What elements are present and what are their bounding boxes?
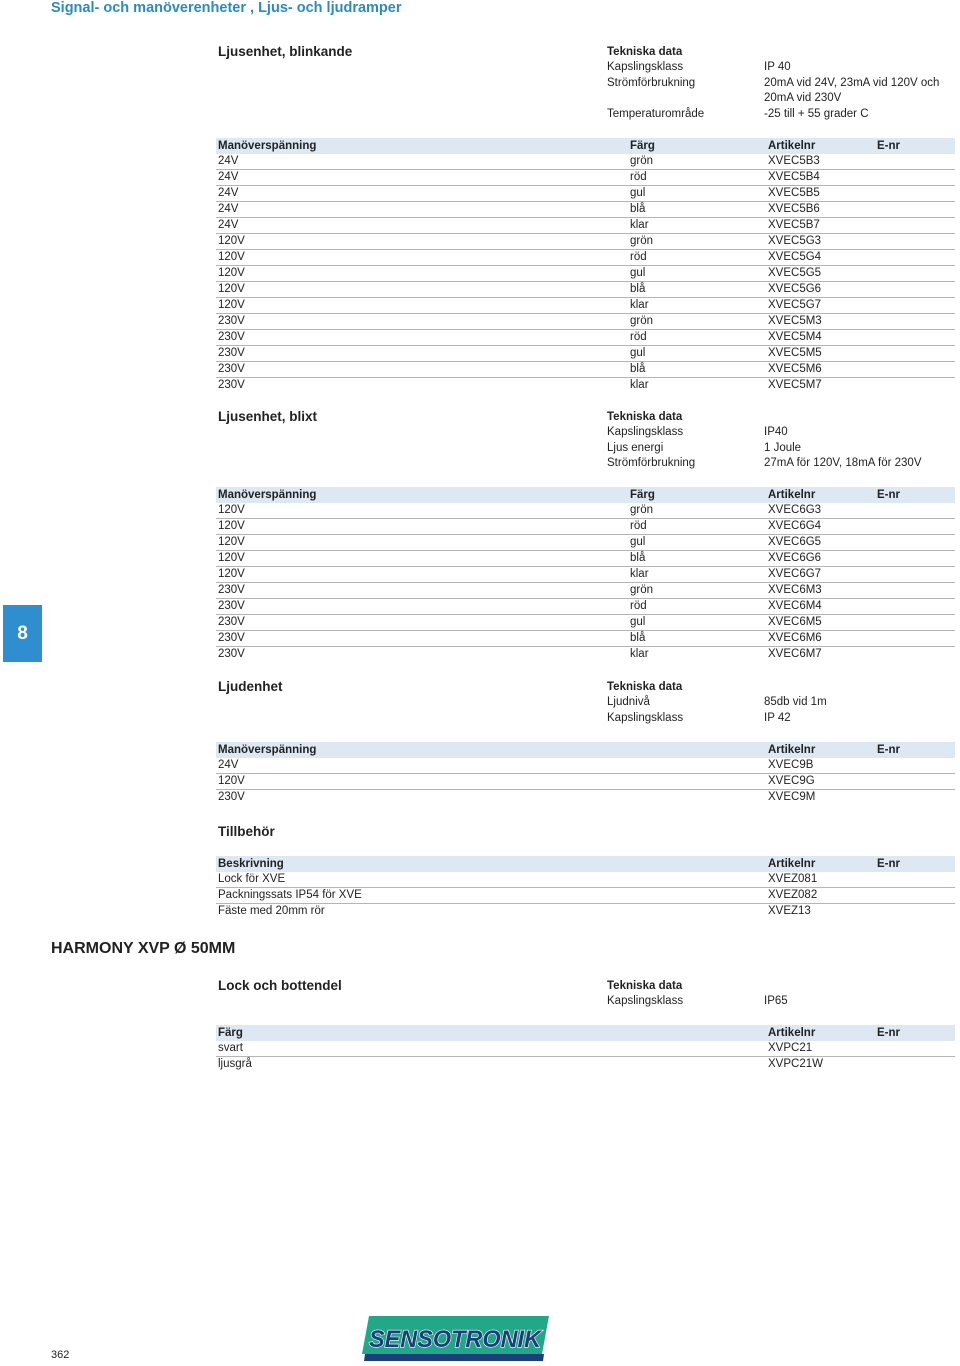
table-blinking-light [216,138,955,393]
chapter-tab: 8 [3,605,42,662]
tech-data-value: 85db vid 1m [764,696,827,708]
table-row [216,1057,955,1073]
table-row [216,282,955,298]
table-cell [875,503,955,519]
table-cell: 230V [218,379,245,392]
table-cell: 230V [216,314,628,330]
table-cell: XVEC5M4 [766,330,875,346]
tech-data-key: Kapslingsklass [607,426,684,438]
tech-data-key: Temperaturområde [607,107,705,120]
table-cell: blå [628,362,766,378]
table-row [216,599,955,615]
table-cell: röd [628,170,766,186]
table-cell: Fäste med 20mm rör [218,905,325,918]
table-cell [628,1057,766,1073]
column-header: E-nr [875,856,955,872]
table-cell [875,218,955,234]
table-row [216,362,955,378]
tech-data-row [607,994,957,1010]
sensotronik-logo [361,1314,550,1364]
column-header: Artikelnr [766,138,875,154]
table-row [216,758,955,774]
table-cell: gul [628,186,766,202]
table-cell [628,790,766,806]
column-header: E-nr [875,742,955,758]
table-cell: XVEC5M6 [766,362,875,378]
table-cell: svart [216,1041,628,1057]
table-cell [875,1057,955,1073]
table-cell: XVEC5G7 [766,298,875,314]
tech-data-heading: Tekniska data [607,980,683,992]
table-cell [875,346,955,362]
table-cell [875,186,955,202]
table-cell: XVPC21 [766,1041,875,1057]
table-cell [875,615,955,631]
table-cell: 24V [216,154,628,170]
column-header: Manöverspänning [216,487,628,503]
table-cell: XVEC5M3 [766,314,875,330]
tech-data-value: -25 till + 55 grader C [764,107,869,120]
table-cell: 230V [216,631,628,647]
tech-data-heading: Tekniska data [607,46,683,58]
table-cell: XVEC5M7 [768,379,822,392]
table-cell [628,872,766,888]
table-row [216,250,955,266]
table-cell [875,535,955,551]
table-row [216,615,955,631]
table-header-row [216,138,955,154]
table-row [216,186,955,202]
column-header [628,1025,766,1041]
column-header: Manöverspänning [216,742,628,758]
table-cell: XVEC6M6 [766,631,875,647]
table-row [216,872,955,888]
table-cell: 230V [216,583,628,599]
table-cell: grön [628,154,766,170]
table-cell [628,758,766,774]
table-cell [875,1041,955,1057]
table-accessories [216,856,955,919]
table-cell [875,888,955,904]
table-cell: XVEC6G6 [766,551,875,567]
logo-wordmark: SENSOTRONIK [369,1326,543,1353]
tech-data-value: 27mA för 120V, 18mA för 230V [764,457,922,470]
tech-data-row [607,76,957,92]
table-row [216,170,955,186]
column-header: E-nr [875,138,955,154]
table-row [216,218,955,234]
table-cell: blå [628,202,766,218]
table-cell: XVEZ081 [766,872,875,888]
table-cell [875,758,955,774]
table-cell [875,362,955,378]
tech-data-row [607,60,957,76]
table-cell: blå [628,282,766,298]
tech-data-blinking-light [607,44,957,122]
table-cell: XVEZ13 [768,905,811,918]
table-cell: gul [628,266,766,282]
table-row [216,790,955,806]
table-cell: 120V [216,774,628,790]
table-cell: XVEZ082 [766,888,875,904]
table-row [216,1041,955,1057]
table-cell [875,314,955,330]
table-cell: XVEC6G3 [766,503,875,519]
table-header-row [216,1025,955,1041]
table-row [216,378,955,394]
table-cell: XVEC9B [766,758,875,774]
table-cell [875,266,955,282]
table-cell: XVEC6M4 [766,599,875,615]
table-cell: röd [628,250,766,266]
table-cell: 24V [216,186,628,202]
table-cell: 120V [216,503,628,519]
table-cell: röd [628,599,766,615]
table-cell: XVEC9G [766,774,875,790]
section-title-blinking-light: Ljusenhet, blinkande [218,44,353,59]
table-cell [875,631,955,647]
table-row [216,888,955,904]
table-header-row [216,487,955,503]
table-cell: 120V [216,567,628,583]
tech-data-row [607,107,957,123]
column-header [628,856,766,872]
table-cover-base [216,1025,955,1072]
column-header: Beskrivning [216,856,628,872]
table-sound-unit [216,742,955,805]
table-header-row [216,742,955,758]
table-cell: blå [628,551,766,567]
column-header: Färg [216,1025,628,1041]
table-row [216,551,955,567]
table-cell: klar [628,567,766,583]
table-cell [875,250,955,266]
table-cell [875,519,955,535]
table-cell [875,583,955,599]
table-cell: 120V [216,519,628,535]
column-header: Artikelnr [766,1025,875,1041]
table-cell: klar [628,218,766,234]
table-cell [875,904,955,920]
tech-data-key: Ljudnivå [607,696,650,708]
table-cell: XVEC5B3 [766,154,875,170]
table-cell: klar [630,379,649,392]
table-cell: 230V [216,615,628,631]
tech-data-key: Strömförbrukning [607,76,696,89]
table-row [216,904,955,920]
table-row [216,583,955,599]
column-header: Artikelnr [766,487,875,503]
table-cell [875,872,955,888]
table-cell: 120V [216,234,628,250]
table-cell: XVEC6M3 [766,583,875,599]
section-title-flash-light: Ljusenhet, blixt [218,409,318,424]
table-row [216,298,955,314]
table-cell: 24V [216,202,628,218]
table-cell: gul [628,615,766,631]
table-cell [628,774,766,790]
tech-data-row [607,695,957,711]
tech-data-key: Ljus energi [607,441,664,454]
table-cell: XVEC5M5 [766,346,875,362]
tech-data-value: IP65 [764,995,788,1007]
table-row [216,503,955,519]
tech-data-sound-unit [607,679,957,726]
column-header: Artikelnr [766,856,875,872]
column-header: Manöverspänning [216,138,628,154]
table-cell: 120V [216,250,628,266]
table-cell: 120V [216,535,628,551]
table-cell: grön [628,234,766,250]
table-row [216,519,955,535]
table-row [216,647,955,663]
table-cell: XVPC21W [768,1058,823,1071]
section-title-sound-unit: Ljudenhet [218,679,283,694]
table-cell: XVEC9M [768,791,816,804]
tech-data-value: 1 Joule [764,441,802,454]
table-cell: XVEC5G5 [766,266,875,282]
table-cell [628,1041,766,1057]
table-cell: XVEC5G6 [766,282,875,298]
table-cell: 230V [216,330,628,346]
column-header: Färg [628,487,766,503]
table-flash-light [216,487,955,662]
table-row [216,631,955,647]
table-row [216,330,955,346]
section-title-accessories: Tillbehör [218,824,275,839]
tech-data-value: IP 42 [764,711,791,724]
tech-data-key [607,91,764,107]
table-cell: röd [628,330,766,346]
table-cell [875,599,955,615]
column-header [628,742,766,758]
table-row [216,314,955,330]
table-header-row [216,856,955,872]
tech-data-flash-light [607,409,957,472]
table-row [216,202,955,218]
table-cell: 24V [216,758,628,774]
table-cell: klar [630,648,649,661]
table-cell [875,790,955,806]
table-cell: XVEC5B7 [766,218,875,234]
table-cell [875,154,955,170]
table-cell: XVEC6M5 [766,615,875,631]
table-row [216,346,955,362]
table-cell: 230V [216,346,628,362]
table-cell [875,378,955,394]
table-cell: XVEC6G7 [766,567,875,583]
tech-data-value: 20mA vid 24V, 23mA vid 120V och [764,76,940,89]
table-cell [875,330,955,346]
table-cell [875,298,955,314]
column-header: E-nr [875,487,955,503]
column-header: E-nr [875,1025,955,1041]
table-cell: 230V [218,648,245,661]
table-cell: grön [628,503,766,519]
table-cell: XVEC6G4 [766,519,875,535]
table-cell [875,170,955,186]
column-header: Artikelnr [766,742,875,758]
table-cell [875,551,955,567]
table-cell: 24V [216,170,628,186]
tech-data-row [607,456,957,472]
tech-data-key: Kapslingsklass [607,61,684,73]
table-cell [875,282,955,298]
table-cell: 230V [216,362,628,378]
tech-data-heading: Tekniska data [607,681,683,693]
section-title-cover-base: Lock och bottendel [218,978,342,993]
tech-data-key: Kapslingsklass [607,995,684,1007]
table-row [216,266,955,282]
table-row [216,774,955,790]
table-cell: ljusgrå [218,1058,252,1071]
sensotronik-logo-icon [361,1314,550,1364]
tech-data-row [607,441,957,457]
table-cell: 24V [216,218,628,234]
table-cell: Lock för XVE [216,872,628,888]
table-cell: gul [628,346,766,362]
harmony-heading: HARMONY XVP Ø 50MM [51,940,236,957]
table-cell [875,202,955,218]
table-cell: klar [628,298,766,314]
table-cell: grön [628,583,766,599]
table-cell [875,234,955,250]
table-cell [628,904,766,920]
table-cell: 120V [216,551,628,567]
tech-data-value: 20mA vid 230V [764,92,842,105]
table-row [216,535,955,551]
tech-data-key: Kapslingsklass [607,711,684,724]
tech-data-key: Strömförbrukning [607,457,696,470]
table-cell: 230V [216,599,628,615]
column-header: Färg [628,138,766,154]
page-number: 362 [51,1349,70,1361]
tech-data-row [607,425,957,441]
table-row [216,567,955,583]
page-header-title: Signal- och manöverenheter , Ljus- och ljudramper [51,0,402,16]
table-row [216,154,955,170]
table-cell: XVEC5B5 [766,186,875,202]
table-cell: röd [628,519,766,535]
tech-data-row [607,91,957,107]
table-cell [875,647,955,663]
table-cell: XVEC5B4 [766,170,875,186]
table-cell: Packningssats IP54 för XVE [216,888,628,904]
table-cell: blå [628,631,766,647]
table-cell: 120V [216,266,628,282]
table-cell: XVEC5B6 [766,202,875,218]
table-cell [628,888,766,904]
tech-data-cover-base [607,978,957,1010]
tech-data-value: IP 40 [764,61,791,73]
table-cell [875,567,955,583]
table-cell: XVEC5G4 [766,250,875,266]
tech-data-value: IP40 [764,426,788,438]
table-cell [875,774,955,790]
table-cell: 120V [216,298,628,314]
table-row [216,234,955,250]
table-cell: XVEC6G5 [766,535,875,551]
tech-data-row [607,711,957,727]
tech-data-heading: Tekniska data [607,411,683,423]
table-cell: gul [628,535,766,551]
table-cell: XVEC6M7 [768,648,822,661]
table-cell: XVEC5G3 [766,234,875,250]
table-cell: 230V [218,791,245,804]
table-cell: 120V [216,282,628,298]
table-cell: grön [628,314,766,330]
logo-navy-band [364,1354,544,1361]
